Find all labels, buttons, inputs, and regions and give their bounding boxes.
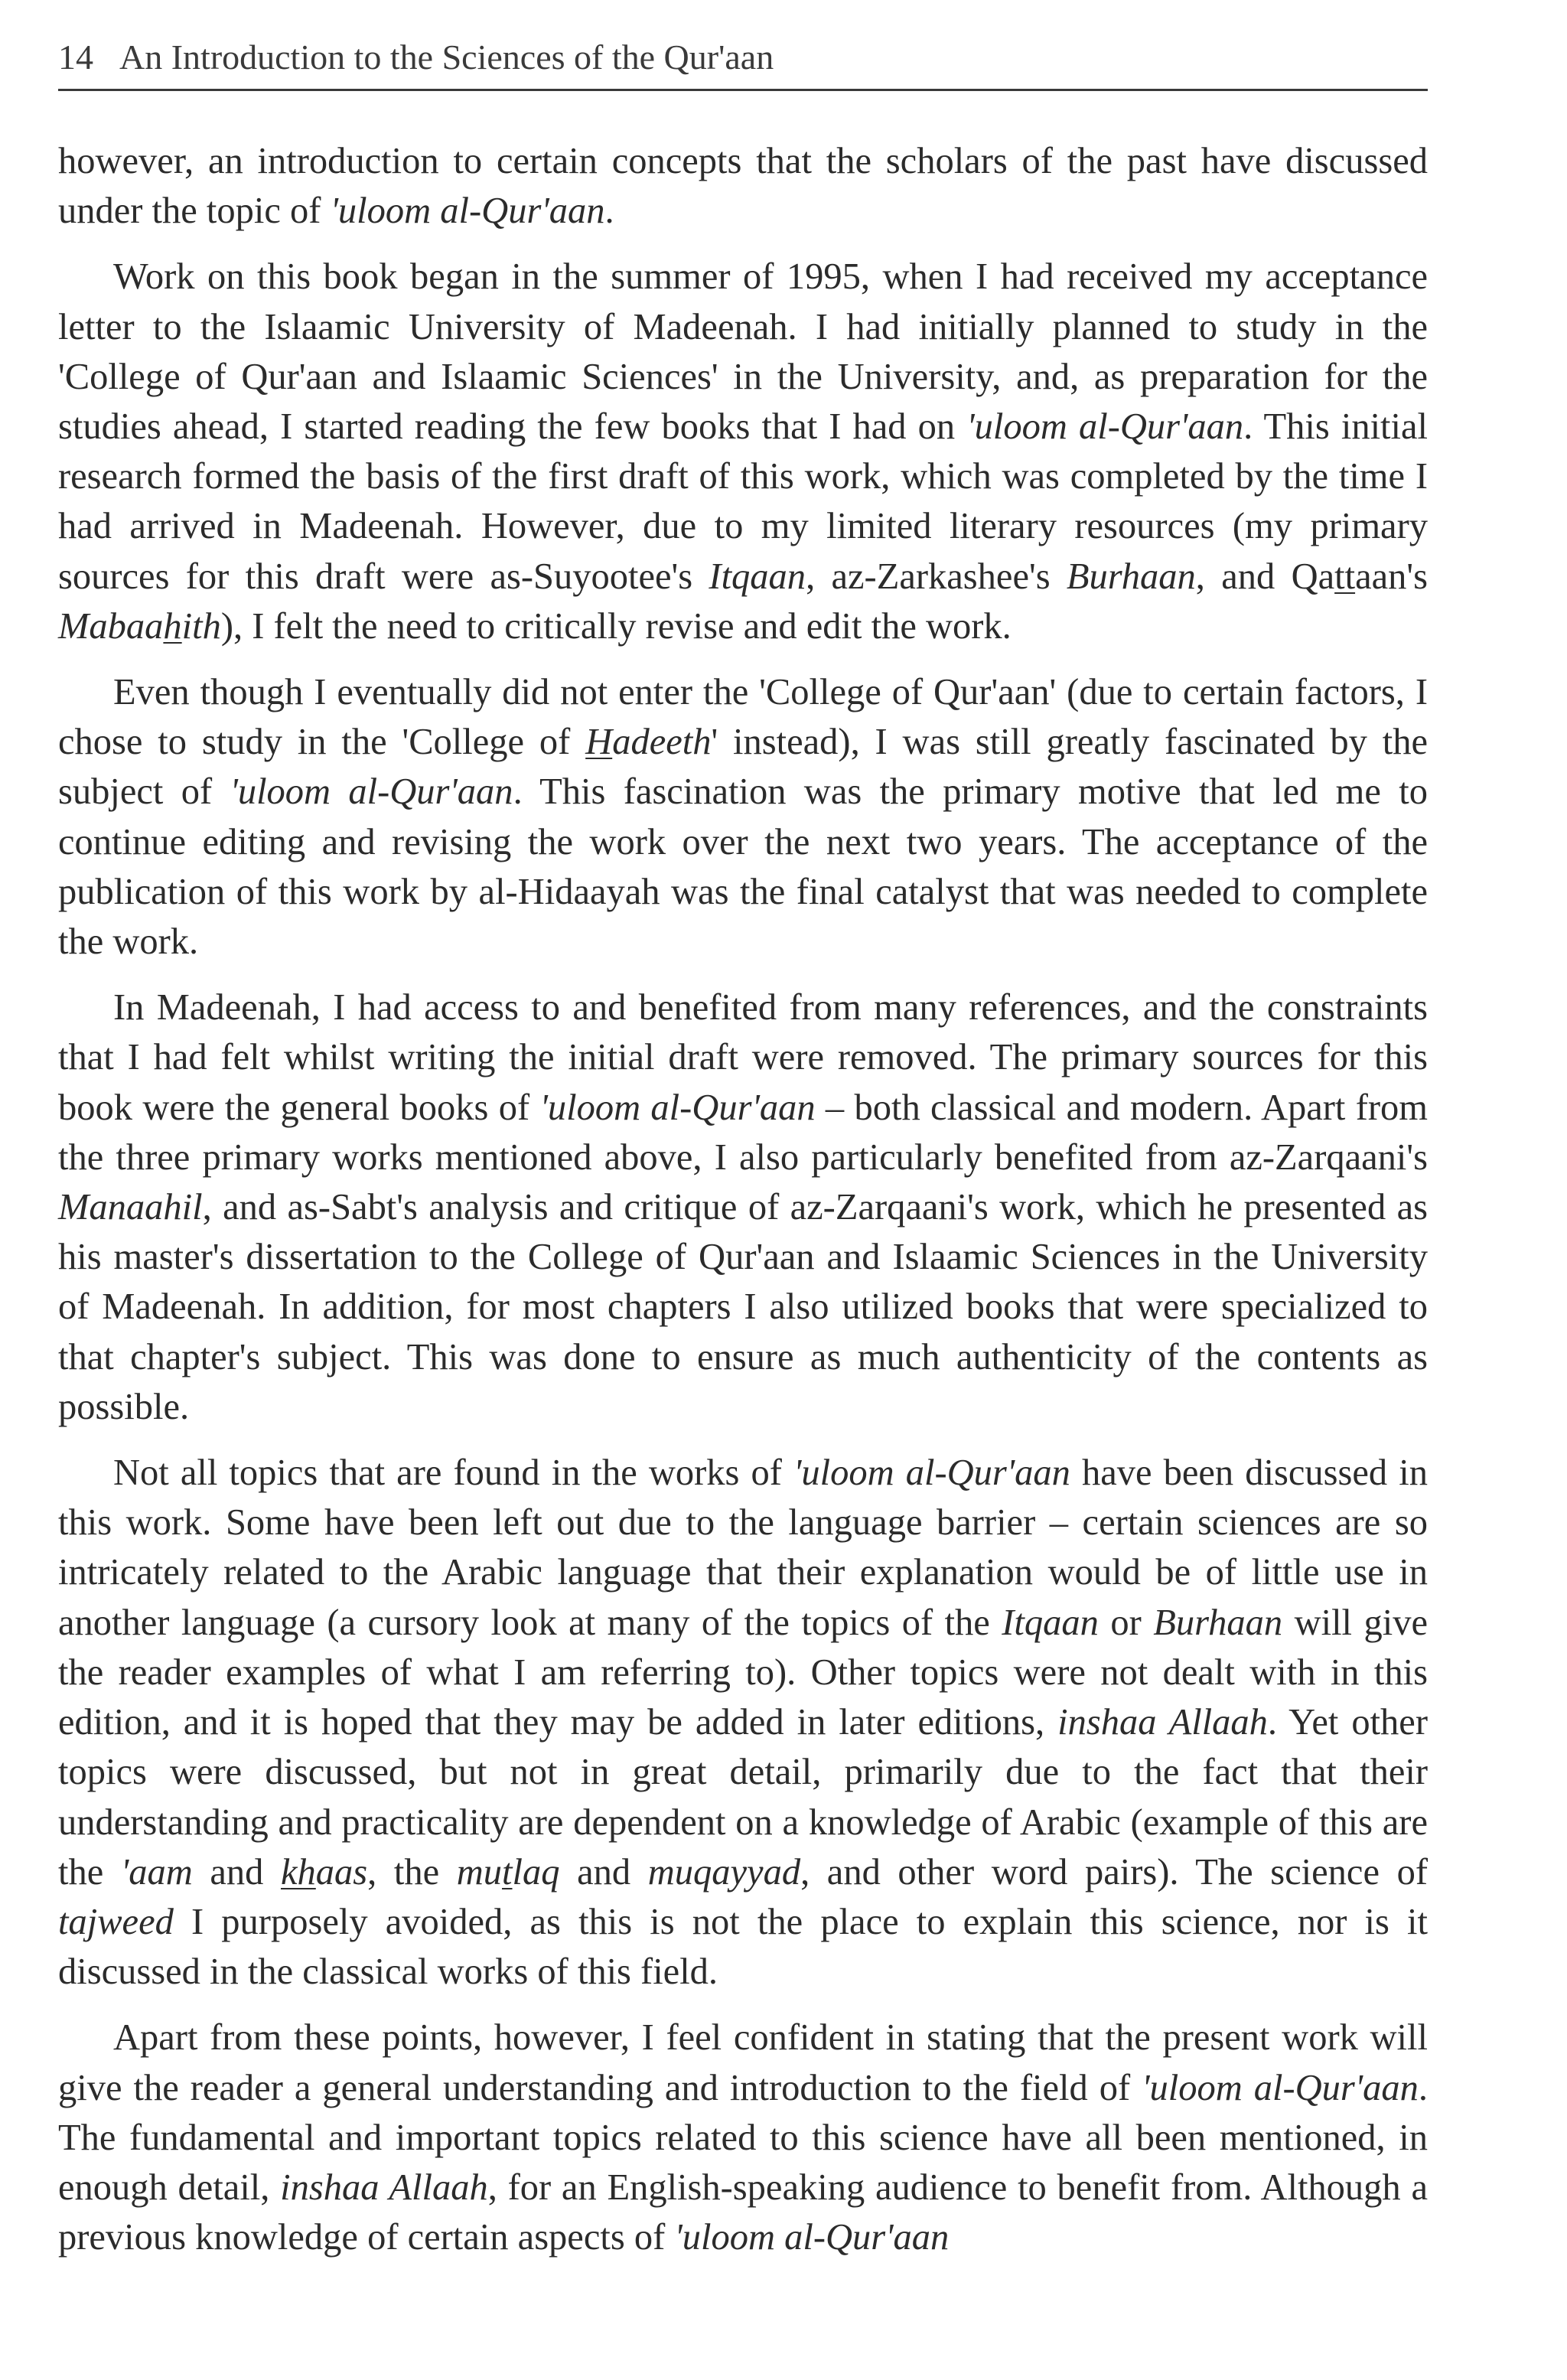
italic-term: inshaa Allaah — [1057, 1702, 1268, 1743]
italic-term: 'uloom al-Qur'aan — [1142, 2067, 1419, 2108]
paragraph: Work on this book began in the summer of 1995, when I had received my acceptance letter to the Islaamic University of Madeenah. I had initially planned to study in the 'College of Qur'aan and Islaamic Sciences' in the University, and, as preparation for the studies ahead, I started reading the few books that I had on 'uloom al-Qur'aan. This initial research formed the basis of the first draft of this work, which was completed by the time I had arrived in Madeenah. However, due to my limited literary resources (my primary sources for this draft were as-Suyootee's Itqaan, az-Zarkashee's Burhaan, and Qattaan's Mabaahith), I felt the need to critically revise and edit the work. — [58, 256, 1428, 647]
paragraph: Even though I eventually did not enter the 'College of Qur'aan' (due to certain factors, I chose to study in the 'College of Hadeeth' instead), I was still greatly fascinated by the subject of 'uloom al-Qur'aan. This fascination was the primary motive that led me to continue editing and revising the work over the next two years. The acceptance of the publication of this work by al-Hidaayah was the final catalyst that was needed to complete the work. — [58, 672, 1428, 963]
italic-term: Manaahil — [58, 1187, 203, 1228]
italic-term: tajweed — [58, 1901, 174, 1942]
italic-term: ith — [181, 605, 221, 647]
italic-term: muqayyad — [647, 1851, 801, 1893]
italic-term: kh — [281, 1851, 316, 1893]
running-title: An Introduction to the Sciences of the Qur'aan — [119, 37, 774, 77]
italic-term: Mabaa — [58, 605, 164, 647]
italic-term: 'aam — [120, 1851, 193, 1893]
italic-term: 'uloom al-Qur'aan — [674, 2217, 950, 2258]
paragraph: however, an introduction to certain concepts that the scholars of the past have discussed under the topic of 'uloom al-Qur'aan. — [58, 141, 1428, 232]
page-number: 14 — [58, 37, 93, 77]
italic-term: Itqaan — [1002, 1602, 1099, 1643]
italic-term: H — [585, 722, 613, 763]
underlined-letters: tt — [1334, 556, 1356, 597]
italic-term: inshaa Allaah — [280, 2166, 488, 2208]
paragraph: Apart from these points, however, I feel confident in stating that the present work will give the reader a general understanding and introduction to the field of 'uloom al-Qur'aan. The fundamental and important topics related to this science have all been mentioned, in enough detail, inshaa Allaah, for an English-speaking audience to benefit from. Although a previous knowledge of certain aspects of 'uloom al-Qur'aan — [58, 2017, 1428, 2258]
italic-term: aas — [315, 1851, 368, 1893]
italic-term: Burhaan — [1066, 556, 1196, 597]
italic-term: 'uloom al-Qur'aan — [793, 1452, 1070, 1494]
running-head — [58, 34, 1428, 81]
italic-term: mu — [456, 1851, 503, 1893]
italic-term: 'uloom al-Qur'aan — [330, 191, 605, 232]
body-text — [58, 136, 1428, 2262]
italic-term: Itqaan — [709, 556, 806, 597]
italic-term: adeeth — [612, 722, 712, 763]
italic-term: laq — [512, 1851, 560, 1893]
italic-term: h — [163, 605, 182, 647]
paragraph: In Madeenah, I had access to and benefited from many references, and the constraints that I had felt whilst writing the initial draft were removed. The primary sources for this book were the general books of 'uloom al-Qur'aan – both classical and modern. Apart from the three primary works mentioned above, I also particularly benefited from az-Zarqaani's Manaahil, and as-Sabt's analysis and critique of az-Zarqaani's work, which he presented as his master's dissertation to the College of Qur'aan and Islaamic Sciences in the University of Madeenah. In addition, for most chapters I also utilized books that were specialized to that chapter's subject. This was done to ensure as much authenticity of the contents as possible. — [58, 987, 1428, 1427]
italic-term: 'uloom al-Qur'aan — [539, 1087, 816, 1128]
italic-term: 'uloom al-Qur'aan — [230, 771, 513, 813]
italic-term: t — [502, 1851, 513, 1893]
paragraph: Not all topics that are found in the works of 'uloom al-Qur'aan have been discussed in this work. Some have been left out due to the language barrier – certain sciences are so intricately related to the Arabic language that their explanation would be of little use in another language (a cursory look at many of the topics of the Itqaan or Burhaan will give the reader examples of what I am referring to). Other topics were not dealt with in this edition, and it is hoped that they may be added in later editions, inshaa Allaah. Yet other topics were discussed, but not in great detail, primarily due to the fact that their understanding and practicality are dependent on a knowledge of Arabic (example of this are the 'aam and khaas, the mutlaq and muqayyad, and other word pairs). The science of tajweed I purposely avoided, as this is not the place to explain this science, nor is it discussed in the classical works of this field. — [58, 1452, 1428, 1993]
italic-term: Burhaan — [1153, 1602, 1283, 1643]
italic-term: 'uloom al-Qur'aan — [966, 406, 1244, 448]
header-rule — [58, 89, 1428, 91]
